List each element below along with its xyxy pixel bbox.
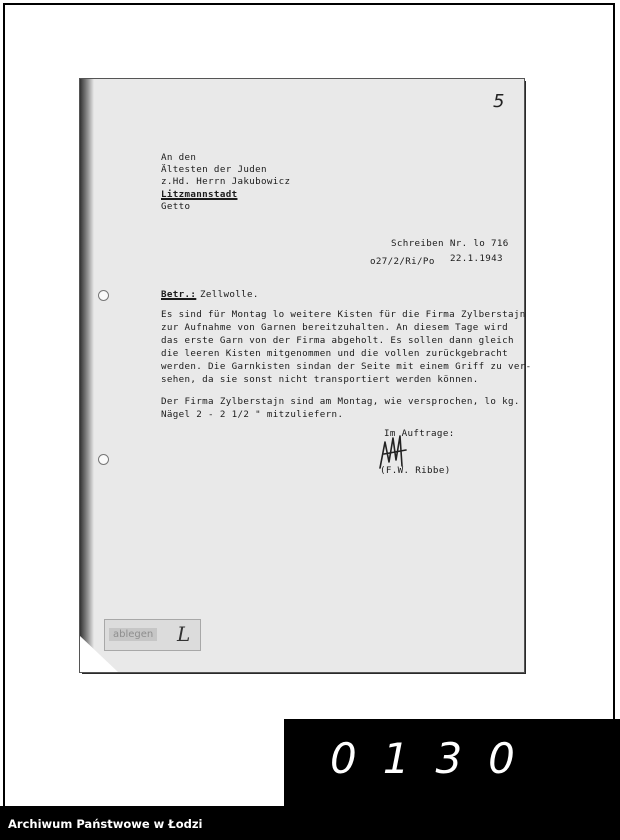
- letter-date: 22.1.1943: [450, 253, 503, 264]
- body-line-1: Es sind für Montag lo weitere Kisten für die Firma Zylberstajn: [161, 309, 526, 320]
- file-code: o27/2/Ri/Po: [370, 256, 435, 267]
- archive-name: Archiwum Państwowe w Łodzi: [8, 817, 203, 831]
- recipient-line-2: Ältesten der Juden: [161, 164, 267, 175]
- recipient-line-1: An den: [161, 152, 197, 163]
- stamp-handwritten-mark: L: [177, 622, 191, 646]
- closing-phrase: Im Auftrage:: [384, 428, 455, 439]
- body-line-2: zur Aufnahme von Garnen bereitzuhalten. An diesem Tage wird: [161, 322, 508, 333]
- signatory-name: (F.W. Ribbe): [380, 465, 451, 476]
- punch-hole-bottom: [98, 454, 109, 465]
- recipient-district: Getto: [161, 201, 191, 212]
- body2-line-1: Der Firma Zylberstajn sind am Montag, wie versprochen, lo kg.: [161, 396, 520, 407]
- film-frame-left: [3, 3, 5, 806]
- film-frame-right: [613, 3, 615, 719]
- film-frame-top: [3, 3, 615, 5]
- recipient-city: Litzmannstadt: [161, 189, 238, 200]
- handwritten-page-number: 5: [493, 91, 505, 112]
- body-line-3: das erste Garn von der Firma abgeholt. Es sollen dann gleich: [161, 335, 514, 346]
- recipient-line-3: z.Hd. Herrn Jakubowicz: [161, 176, 291, 187]
- body2-line-2: Nägel 2 - 2 1/2 " mitzuliefern.: [161, 409, 344, 420]
- frame-number: 0130: [330, 734, 541, 783]
- ablegen-stamp: [104, 619, 201, 651]
- punch-hole-top: [98, 290, 109, 301]
- body-line-5: werden. Die Garnkisten sindan der Seite mit einem Griff zu ver-: [161, 361, 532, 372]
- body-line-6: sehen, da sie sonst nicht transportiert werden können.: [161, 374, 479, 385]
- stamp-label: ablegen: [109, 628, 157, 641]
- subject-text: Zellwolle.: [200, 289, 259, 300]
- body-line-4: die leeren Kisten mitgenommen und die vollen zurückgebracht: [161, 348, 508, 359]
- subject-label: Betr.:: [161, 289, 197, 300]
- letter-number: Schreiben Nr. lo 716: [391, 238, 509, 249]
